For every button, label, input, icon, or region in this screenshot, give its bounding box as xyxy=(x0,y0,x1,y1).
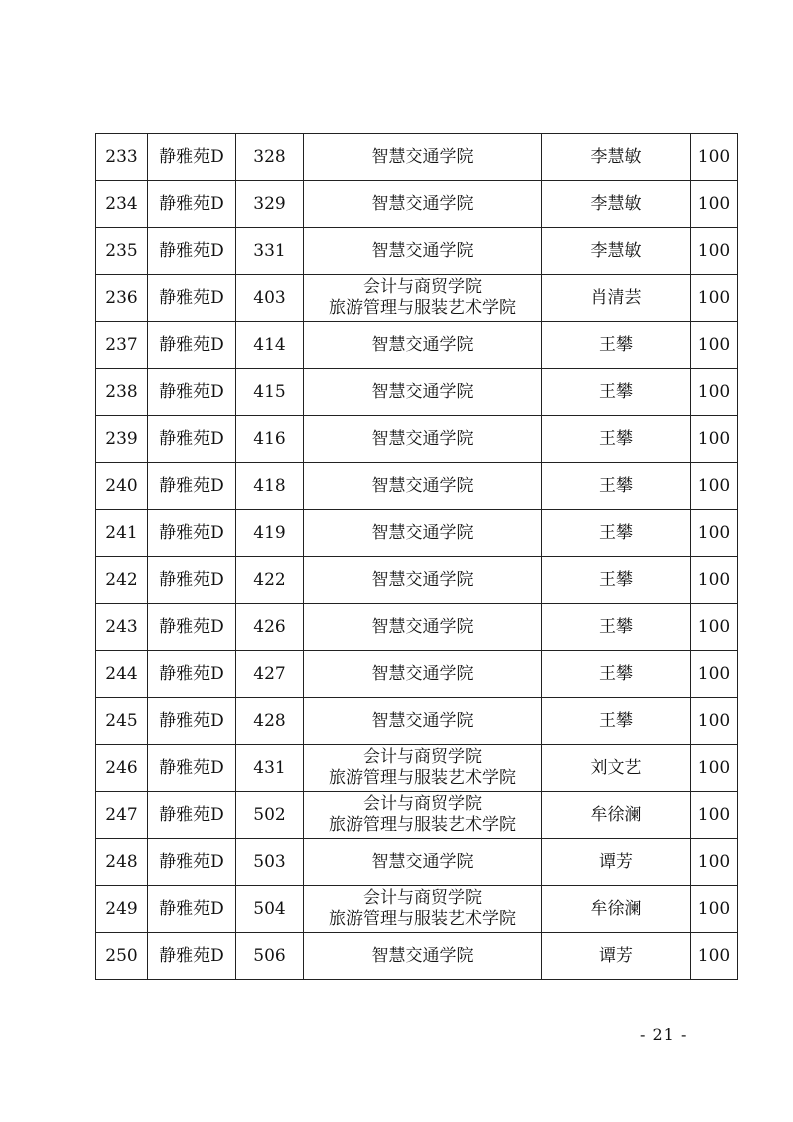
college-cell xyxy=(304,275,542,322)
building-cell: 静雅苑D xyxy=(148,134,236,181)
college-name: 智慧交通学院 xyxy=(371,381,474,402)
building-cell: 静雅苑D xyxy=(148,886,236,933)
college-name: 智慧交通学院 xyxy=(371,663,474,684)
college-name: 智慧交通学院 xyxy=(371,428,474,449)
row-number-cell: 237 xyxy=(96,322,148,369)
building-cell: 静雅苑D xyxy=(148,604,236,651)
college-name: 旅游管理与服装艺术学院 xyxy=(329,909,516,929)
college-name: 智慧交通学院 xyxy=(371,710,474,731)
row-number-cell: 239 xyxy=(96,416,148,463)
table-row xyxy=(96,463,738,510)
score-cell: 100 xyxy=(691,933,738,980)
person-cell: 王攀 xyxy=(542,651,691,698)
row-number-cell: 248 xyxy=(96,839,148,886)
person-cell: 王攀 xyxy=(542,510,691,557)
college-cell xyxy=(304,886,542,933)
building-cell: 静雅苑D xyxy=(148,275,236,322)
person-cell: 肖清芸 xyxy=(542,275,691,322)
building-cell: 静雅苑D xyxy=(148,557,236,604)
table-row xyxy=(96,369,738,416)
person-cell: 李慧敏 xyxy=(542,181,691,228)
row-number-cell: 233 xyxy=(96,134,148,181)
row-number-cell: 250 xyxy=(96,933,148,980)
room-cell: 331 xyxy=(236,228,304,275)
score-cell: 100 xyxy=(691,510,738,557)
room-cell: 427 xyxy=(236,651,304,698)
table-row xyxy=(96,604,738,651)
table-row xyxy=(96,933,738,980)
table-row xyxy=(96,181,738,228)
college-cell xyxy=(304,134,542,181)
building-cell: 静雅苑D xyxy=(148,839,236,886)
building-cell: 静雅苑D xyxy=(148,510,236,557)
row-number-cell: 247 xyxy=(96,792,148,839)
person-cell: 王攀 xyxy=(542,557,691,604)
row-number-cell: 234 xyxy=(96,181,148,228)
college-cell xyxy=(304,369,542,416)
college-name: 旅游管理与服装艺术学院 xyxy=(329,815,516,835)
college-cell xyxy=(304,510,542,557)
person-cell: 李慧敏 xyxy=(542,134,691,181)
row-number-cell: 235 xyxy=(96,228,148,275)
row-number-cell: 246 xyxy=(96,745,148,792)
row-number-cell: 243 xyxy=(96,604,148,651)
score-cell: 100 xyxy=(691,745,738,792)
score-cell: 100 xyxy=(691,651,738,698)
room-cell: 428 xyxy=(236,698,304,745)
room-cell: 422 xyxy=(236,557,304,604)
college-cell xyxy=(304,604,542,651)
table-row xyxy=(96,792,738,839)
score-cell: 100 xyxy=(691,698,738,745)
dormitory-score-table xyxy=(95,133,738,980)
row-number-cell: 241 xyxy=(96,510,148,557)
person-cell: 牟徐澜 xyxy=(542,792,691,839)
person-cell: 李慧敏 xyxy=(542,228,691,275)
row-number-cell: 240 xyxy=(96,463,148,510)
room-cell: 328 xyxy=(236,134,304,181)
room-cell: 506 xyxy=(236,933,304,980)
table-row xyxy=(96,745,738,792)
college-cell xyxy=(304,181,542,228)
score-cell: 100 xyxy=(691,886,738,933)
score-cell: 100 xyxy=(691,557,738,604)
person-cell: 王攀 xyxy=(542,322,691,369)
table-row xyxy=(96,510,738,557)
college-name: 智慧交通学院 xyxy=(371,240,474,261)
room-cell: 426 xyxy=(236,604,304,651)
building-cell: 静雅苑D xyxy=(148,651,236,698)
college-name: 会计与商贸学院 xyxy=(363,277,482,297)
room-cell: 502 xyxy=(236,792,304,839)
college-name: 智慧交通学院 xyxy=(371,334,474,355)
room-cell: 503 xyxy=(236,839,304,886)
room-cell: 419 xyxy=(236,510,304,557)
page-number: - 21 - xyxy=(640,1025,688,1044)
score-cell: 100 xyxy=(691,275,738,322)
person-cell: 王攀 xyxy=(542,604,691,651)
building-cell: 静雅苑D xyxy=(148,792,236,839)
table-row xyxy=(96,557,738,604)
score-cell: 100 xyxy=(691,416,738,463)
building-cell: 静雅苑D xyxy=(148,416,236,463)
college-cell xyxy=(304,416,542,463)
score-cell: 100 xyxy=(691,228,738,275)
table-body xyxy=(96,134,738,980)
table-row xyxy=(96,886,738,933)
table-row xyxy=(96,416,738,463)
room-cell: 403 xyxy=(236,275,304,322)
row-number-cell: 249 xyxy=(96,886,148,933)
college-name: 智慧交通学院 xyxy=(371,851,474,872)
row-number-cell: 242 xyxy=(96,557,148,604)
building-cell: 静雅苑D xyxy=(148,463,236,510)
row-number-cell: 244 xyxy=(96,651,148,698)
college-name: 旅游管理与服装艺术学院 xyxy=(329,768,516,788)
college-name: 智慧交通学院 xyxy=(371,522,474,543)
building-cell: 静雅苑D xyxy=(148,181,236,228)
score-cell: 100 xyxy=(691,322,738,369)
college-name: 智慧交通学院 xyxy=(371,616,474,637)
room-cell: 416 xyxy=(236,416,304,463)
score-cell: 100 xyxy=(691,463,738,510)
row-number-cell: 245 xyxy=(96,698,148,745)
college-name: 会计与商贸学院 xyxy=(363,794,482,814)
college-cell xyxy=(304,698,542,745)
room-cell: 415 xyxy=(236,369,304,416)
score-cell: 100 xyxy=(691,369,738,416)
table-row xyxy=(96,228,738,275)
building-cell: 静雅苑D xyxy=(148,933,236,980)
person-cell: 王攀 xyxy=(542,463,691,510)
college-cell xyxy=(304,228,542,275)
person-cell: 刘文艺 xyxy=(542,745,691,792)
room-cell: 329 xyxy=(236,181,304,228)
person-cell: 王攀 xyxy=(542,416,691,463)
table-row xyxy=(96,322,738,369)
building-cell: 静雅苑D xyxy=(148,745,236,792)
college-name: 智慧交通学院 xyxy=(371,193,474,214)
person-cell: 王攀 xyxy=(542,369,691,416)
score-cell: 100 xyxy=(691,792,738,839)
score-cell: 100 xyxy=(691,181,738,228)
college-cell xyxy=(304,933,542,980)
table-row xyxy=(96,839,738,886)
score-cell: 100 xyxy=(691,839,738,886)
room-cell: 418 xyxy=(236,463,304,510)
score-cell: 100 xyxy=(691,604,738,651)
room-cell: 431 xyxy=(236,745,304,792)
score-cell: 100 xyxy=(691,134,738,181)
table-row xyxy=(96,134,738,181)
college-cell xyxy=(304,839,542,886)
building-cell: 静雅苑D xyxy=(148,228,236,275)
college-cell xyxy=(304,322,542,369)
college-name: 旅游管理与服装艺术学院 xyxy=(329,298,516,318)
person-cell: 谭芳 xyxy=(542,839,691,886)
college-name: 智慧交通学院 xyxy=(371,945,474,966)
college-name: 智慧交通学院 xyxy=(371,146,474,167)
person-cell: 谭芳 xyxy=(542,933,691,980)
room-cell: 504 xyxy=(236,886,304,933)
room-cell: 414 xyxy=(236,322,304,369)
college-cell xyxy=(304,745,542,792)
college-name: 智慧交通学院 xyxy=(371,475,474,496)
building-cell: 静雅苑D xyxy=(148,369,236,416)
college-name: 会计与商贸学院 xyxy=(363,747,482,767)
table-row xyxy=(96,651,738,698)
person-cell: 王攀 xyxy=(542,698,691,745)
building-cell: 静雅苑D xyxy=(148,698,236,745)
table-row xyxy=(96,698,738,745)
person-cell: 牟徐澜 xyxy=(542,886,691,933)
college-cell xyxy=(304,463,542,510)
table-row xyxy=(96,275,738,322)
row-number-cell: 238 xyxy=(96,369,148,416)
row-number-cell: 236 xyxy=(96,275,148,322)
college-cell xyxy=(304,651,542,698)
college-cell xyxy=(304,557,542,604)
college-cell xyxy=(304,792,542,839)
college-name: 智慧交通学院 xyxy=(371,569,474,590)
college-name: 会计与商贸学院 xyxy=(363,888,482,908)
building-cell: 静雅苑D xyxy=(148,322,236,369)
